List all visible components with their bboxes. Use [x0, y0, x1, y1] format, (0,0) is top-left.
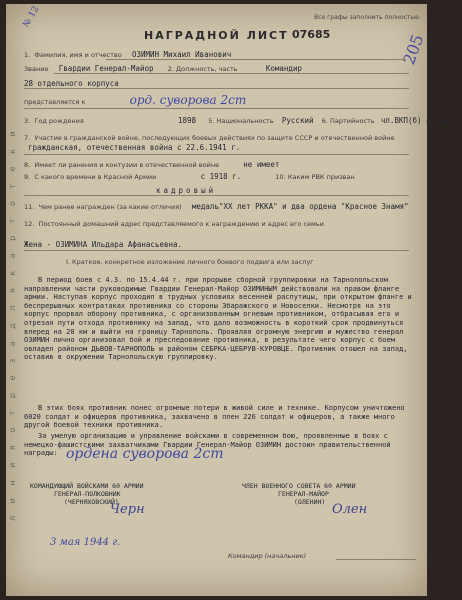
signature-right: ЧЛЕН ВОЕННОГО СОВЕТА 60 АРМИИ ГЕНЕРАЛ-МАЙОР (ОЛЕНИН) [242, 482, 356, 506]
fill-note: Все графы заполнить полностью [314, 14, 419, 21]
signature-right-handwritten: Олен [332, 502, 368, 517]
signature-left: КОМАНДУЮЩИЙ ВОЙСКАМИ 60 АРМИИ ГЕНЕРАЛ-ПОЛКОВНИК (ЧЕРНЯХОВСКИЙ) [30, 482, 144, 506]
field-unit: 28 отдельного корпуса [24, 79, 119, 88]
field-war-participation: 7. Участие в гражданской войне, последующих боевых действиях по защите СССР и отечественной войне гражданская, отечественная война с 22.6.1941 г. [24, 134, 395, 152]
field-name: 1. Фамилия, имя и отчество ОЗИМИН Михаил Иванович [24, 50, 232, 59]
signature-left-handwritten: Черн [110, 502, 145, 517]
feat-paragraph-1: В период боев с 4.3. по 15.4.44 г. при прорыве сборной группировки на Тарнопольском направлении части руководимые Гвардии Генерал-Майор ОЗИМИНЫМ действовали на правом фланге армии. Наступая корпус проходил в трудных условиях весенней распутицы, при открытом фланге и беспрерывных контратаках противника со стороны Збаражского и Новоселки. Несмотря на это корпус прорвал оборону противника, с организованным огневым противником, отбрасывая его и отрезая пути отхода противнику на запад, что дало возможность в короткий срок продвинуться вперед на 20 км и выйти на границу Тарнополь. Проявляя огромную энергию и мужество генерал ОЗИМИН лично организовал бой и преследование противника, в результате чего корпус с боем овладел районом ДЬВОВ-ТАРНОПОЛЬ и районом СЕБРКА-ЦЕБРУВ-КУРОВЦЕ. Противник отошел на запад, оставив в окружении Тарнопольскую группировку. [24, 276, 412, 362]
document-title: НАГРАДНОЙ ЛИСТ [144, 29, 289, 42]
side-cut-line-text: л и н и я о т р е з а д л я к а р т о т е к и [8, 126, 17, 522]
award-sheet [6, 4, 462, 596]
field-rank-position: Звание Гвардии Генерал-Майор 2. Должность, часть Командир [24, 64, 302, 73]
commander-label: Командир (начальник) [228, 552, 307, 560]
field-birth-nationality-party: 3. Год рождения 1898 5. Национальность Русский 6. Партийность чл.ВКП(б) с 1918г. [24, 116, 462, 125]
field-address-value: Жена - ОЗИМИНА Ильдара Афанасьевна. [24, 240, 183, 249]
field-cadre: кадровый [156, 186, 217, 195]
date-line: 3 мая 1944 г. [50, 537, 121, 548]
feat-paragraph-2: В этих боях противник понес огромные потери в живой силе и технике. Корпусом уничтожено 6020 солдат и офицеров противника, захвачено в плен 226 солдат и офицеров, а также много другой боевой техники противника. [24, 404, 405, 430]
section-label: I. Краткое, конкретное изложение личного боевого подвига или заслуг [66, 258, 314, 266]
field-award: представляется к орд. суворова 2ст [24, 93, 247, 107]
award-handwritten: ордена суворова 2ст [66, 446, 224, 462]
feat-paragraph-3: За умелую организацию и управление войсками в современном бою, проявленные в боях с немецко-фашистскими захватчиками Гвардии Генерал-Майор ОЗИМИН достоин правительственной награды: [24, 432, 391, 458]
corner-handwritten-mark: № 12 [21, 4, 42, 30]
field-service-start: 9. С какого времени в Красной Армии с 1918 г. 10. Каким РВК призван [24, 172, 355, 181]
document-number: 07685 [292, 28, 331, 41]
field-wounds: 8. Имеет ли ранения и контузии в отечественной войне не имеет [24, 160, 280, 169]
field-address: 12. Постоянный домашний адрес представляемого к награждению и адрес его семьи [24, 220, 324, 228]
field-previous-awards: 11. Чем ранее награжден (за какие отличия) медаль"ХХ лет РККА" и два ордена "Красное Знамя" [24, 202, 409, 211]
blue-stamp-number: 205 [399, 31, 428, 68]
